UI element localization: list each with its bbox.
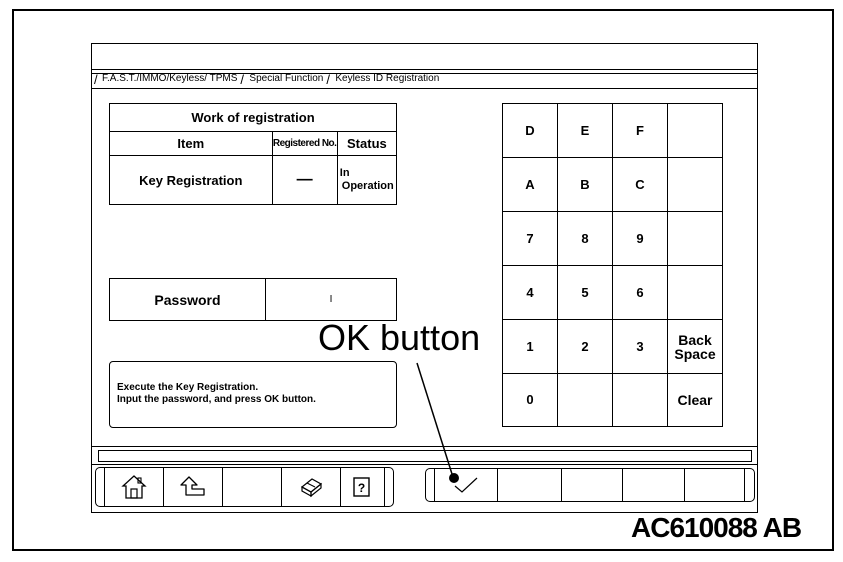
key-f[interactable]: F bbox=[613, 104, 668, 158]
breadcrumb bbox=[96, 71, 445, 87]
ok-button[interactable] bbox=[434, 469, 497, 501]
key-3[interactable]: 3 bbox=[613, 320, 668, 374]
status-line-2: Operation bbox=[341, 180, 394, 192]
status-bar bbox=[98, 450, 752, 462]
function-button-4[interactable] bbox=[622, 469, 684, 501]
function-button-3[interactable] bbox=[561, 469, 622, 501]
return-button[interactable] bbox=[163, 468, 222, 506]
function-button-2[interactable] bbox=[497, 469, 561, 501]
clear-button[interactable]: Clear bbox=[668, 374, 723, 427]
header-divider bbox=[92, 69, 757, 70]
footer-divider bbox=[92, 446, 757, 447]
key-c[interactable]: C bbox=[613, 158, 668, 212]
key-d[interactable]: D bbox=[503, 104, 558, 158]
home-icon bbox=[121, 474, 147, 500]
toolbar-blank bbox=[222, 468, 281, 506]
toolbar-divider bbox=[92, 464, 757, 465]
password-input[interactable]: I bbox=[329, 294, 333, 305]
key-4[interactable]: 4 bbox=[503, 266, 558, 320]
help-icon bbox=[352, 476, 372, 498]
message-line-2: Input the password, and press OK button. bbox=[117, 394, 316, 405]
breadcrumb-underline bbox=[92, 88, 757, 89]
left-toolbar bbox=[95, 467, 394, 507]
breadcrumb-item-keyless-id[interactable]: / Keyless ID Registration bbox=[329, 72, 445, 87]
keypad bbox=[502, 103, 723, 427]
key-8[interactable]: 8 bbox=[558, 212, 613, 266]
message-line-1: Execute the Key Registration. bbox=[117, 382, 259, 393]
key-5[interactable]: 5 bbox=[558, 266, 613, 320]
backspace-button[interactable]: Back Space bbox=[668, 320, 723, 374]
key-blank-5 bbox=[558, 374, 613, 427]
password-field[interactable] bbox=[109, 278, 397, 321]
print-button[interactable] bbox=[281, 468, 340, 506]
figure-code: AC610088 AB bbox=[631, 512, 802, 543]
print-icon bbox=[298, 475, 324, 499]
key-blank-2 bbox=[668, 158, 723, 212]
diagnostic-screen bbox=[91, 43, 758, 513]
column-header-status: Status bbox=[337, 132, 396, 156]
work-table-title: Work of registration bbox=[110, 104, 397, 132]
key-1[interactable]: 1 bbox=[503, 320, 558, 374]
column-header-registered-no: Registered No. bbox=[272, 132, 337, 156]
home-button[interactable] bbox=[104, 468, 163, 506]
return-icon bbox=[179, 475, 207, 499]
breadcrumb-item-special-function[interactable]: / Special Function bbox=[243, 72, 329, 87]
key-e[interactable]: E bbox=[558, 104, 613, 158]
function-button-5[interactable] bbox=[684, 469, 745, 501]
key-7[interactable]: 7 bbox=[503, 212, 558, 266]
key-0[interactable]: 0 bbox=[503, 374, 558, 427]
cell-registered-no: — bbox=[272, 156, 337, 205]
right-toolbar bbox=[425, 468, 755, 502]
column-header-item: Item bbox=[110, 132, 273, 156]
key-blank-6 bbox=[613, 374, 668, 427]
key-blank-1 bbox=[668, 104, 723, 158]
key-blank-3 bbox=[668, 212, 723, 266]
ok-button-callout-label: OK button bbox=[318, 317, 481, 358]
cell-status bbox=[337, 156, 396, 205]
key-a[interactable]: A bbox=[503, 158, 558, 212]
help-button[interactable] bbox=[340, 468, 385, 506]
status-line-1: In bbox=[339, 167, 350, 179]
key-blank-4 bbox=[668, 266, 723, 320]
key-6[interactable]: 6 bbox=[613, 266, 668, 320]
ok-check-icon bbox=[452, 475, 480, 495]
message-box bbox=[109, 361, 397, 428]
breadcrumb-item-fast[interactable]: / F.A.S.T./IMMO/Keyless/ TPMS bbox=[96, 72, 243, 87]
key-2[interactable]: 2 bbox=[558, 320, 613, 374]
key-b[interactable]: B bbox=[558, 158, 613, 212]
cell-item: Key Registration bbox=[110, 156, 273, 205]
key-9[interactable]: 9 bbox=[613, 212, 668, 266]
svg-text:?: ? bbox=[358, 481, 366, 495]
table-row bbox=[110, 156, 397, 205]
work-of-registration-table bbox=[109, 103, 397, 205]
password-label: Password bbox=[110, 279, 266, 320]
work-table-header bbox=[110, 132, 397, 156]
